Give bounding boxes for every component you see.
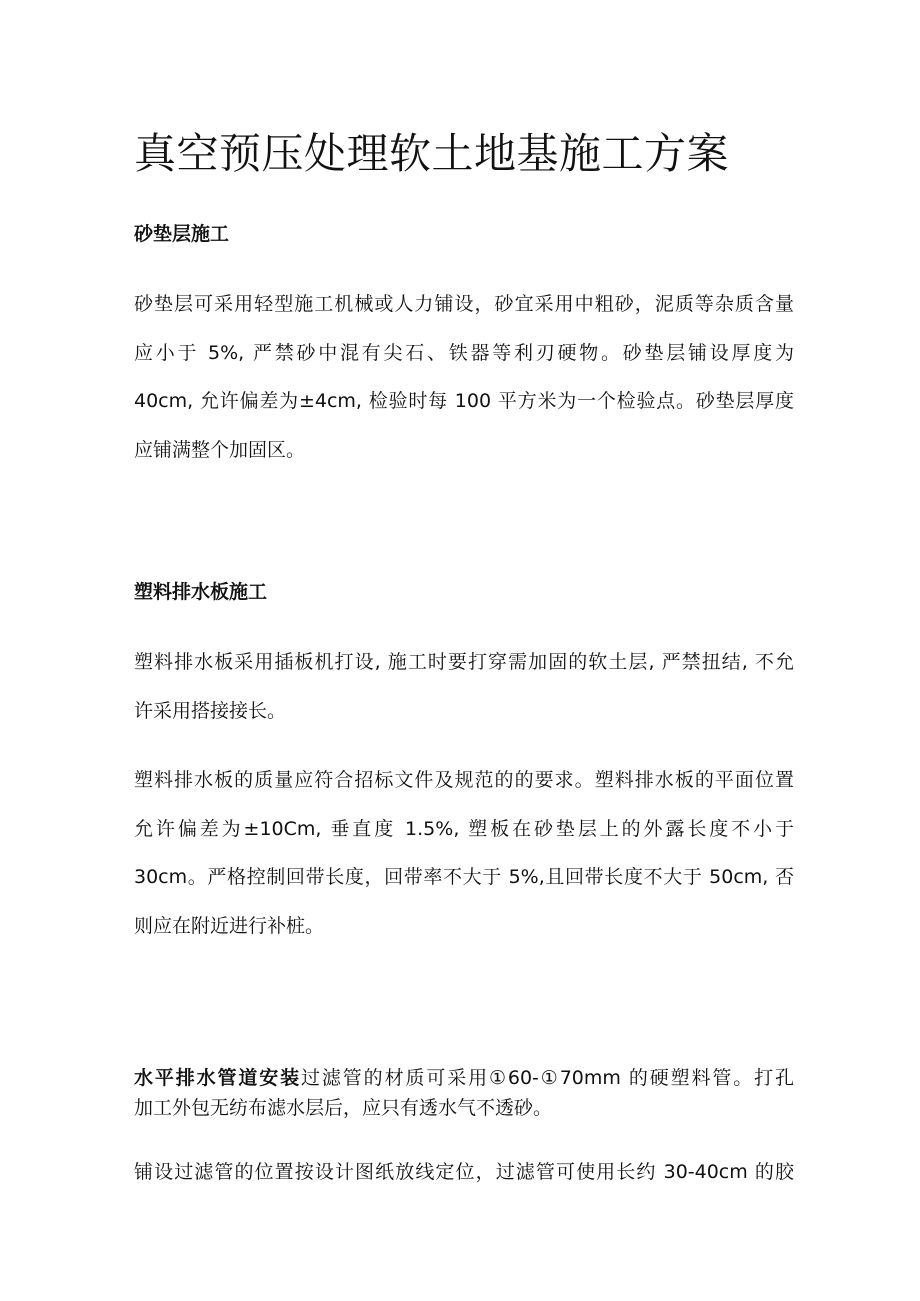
- paragraph-line: 许采用搭接接长。: [134, 699, 287, 722]
- paragraph-line: [134, 1063, 794, 1093]
- page-title: 真空预压处理软土地基施工方案: [134, 129, 730, 178]
- paragraph-line: 塑料排水板的质量应符合招标文件及规范的的要求。塑料排水板的平面位置: [134, 769, 794, 791]
- section-heading-drain-board: 塑料排水板施工: [134, 581, 268, 603]
- paragraph-line: 应小于 5%, 严禁砂中混有尖石、铁器等利刃硬物。砂垫层铺设厚度为: [134, 341, 794, 364]
- paragraph-line: 则应在附近进行补桩。: [134, 914, 325, 937]
- paragraph-line: 加工外包无纺布滤水层后，应只有透水气不透砂。: [134, 1097, 553, 1119]
- paragraph-line: 塑料排水板采用插板机打设, 施工时要打穿需加固的软土层, 严禁扭结, 不允: [134, 651, 794, 673]
- paragraph-sand-cushion: [134, 280, 794, 474]
- paragraph-line: 应铺满整个加固区。: [134, 438, 306, 461]
- section-heading-sand-cushion: 砂垫层施工: [134, 223, 230, 245]
- paragraph-line: 铺设过滤管的位置按设计图纸放线定位，过滤管可使用长约 30-40cm 的胶: [134, 1161, 794, 1183]
- paragraph-drain-board-quality: [134, 756, 794, 950]
- paragraph-filter-pipe: [134, 1148, 794, 1197]
- paragraph-line: 允许偏差为±10Cm, 垂直度 1.5%, 塑板在砂垫层上的外露长度不小于: [134, 817, 794, 840]
- paragraph-line-rest: 过滤管的材质可采用①60-①70mm 的硬塑料管。打孔: [301, 1067, 794, 1089]
- paragraph-line: 40cm, 允许偏差为±4cm, 检验时每 100 平方米为一个检验点。砂垫层厚度: [134, 390, 794, 412]
- section-heading-horizontal-drain: 水平排水管道安装: [134, 1067, 302, 1089]
- paragraph-drain-board-install: [134, 638, 794, 735]
- paragraph-horizontal-drain: [134, 1063, 794, 1123]
- paragraph-line: 砂垫层可采用轻型施工机械或人力铺设，砂宜采用中粗砂，泥质等杂质含量: [134, 293, 794, 315]
- paragraph-line: 30cm。严格控制回带长度，回带率不大于 5%,且回带长度不大于 50cm, 否: [134, 866, 794, 888]
